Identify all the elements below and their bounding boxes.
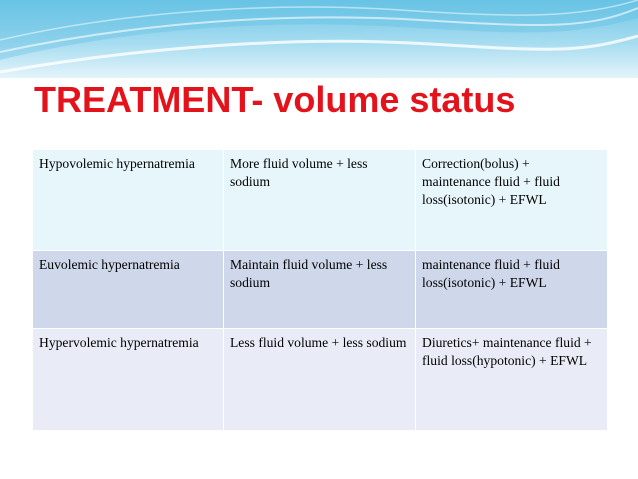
- treatment-table: [32, 149, 608, 431]
- table-cell-type: Hypovolemic hypernatremia: [33, 150, 224, 251]
- header-decoration: [0, 0, 638, 78]
- table-row: [33, 329, 608, 431]
- table-row: [33, 251, 608, 329]
- table-cell-type: Euvolemic hypernatremia: [33, 251, 224, 329]
- table-cell-treatment: maintenance fluid + fluid loss(isotonic) + EFWL: [416, 251, 608, 329]
- table-cell-type: Hypervolemic hypernatremia: [33, 329, 224, 431]
- table-cell-fluid: Less fluid volume + less sodium: [224, 329, 416, 431]
- wave-decoration: [0, 0, 638, 78]
- slide-title: TREATMENT- volume status: [34, 79, 516, 120]
- table-cell-fluid: Maintain fluid volume + less sodium: [224, 251, 416, 329]
- table-row: [33, 150, 608, 251]
- table-cell-fluid: More fluid volume + less sodium: [224, 150, 416, 251]
- table-cell-treatment: Diuretics+ maintenance fluid + fluid loss(hypotonic) + EFWL: [416, 329, 608, 431]
- table-cell-treatment: Correction(bolus) + maintenance fluid + fluid loss(isotonic) + EFWL: [416, 150, 608, 251]
